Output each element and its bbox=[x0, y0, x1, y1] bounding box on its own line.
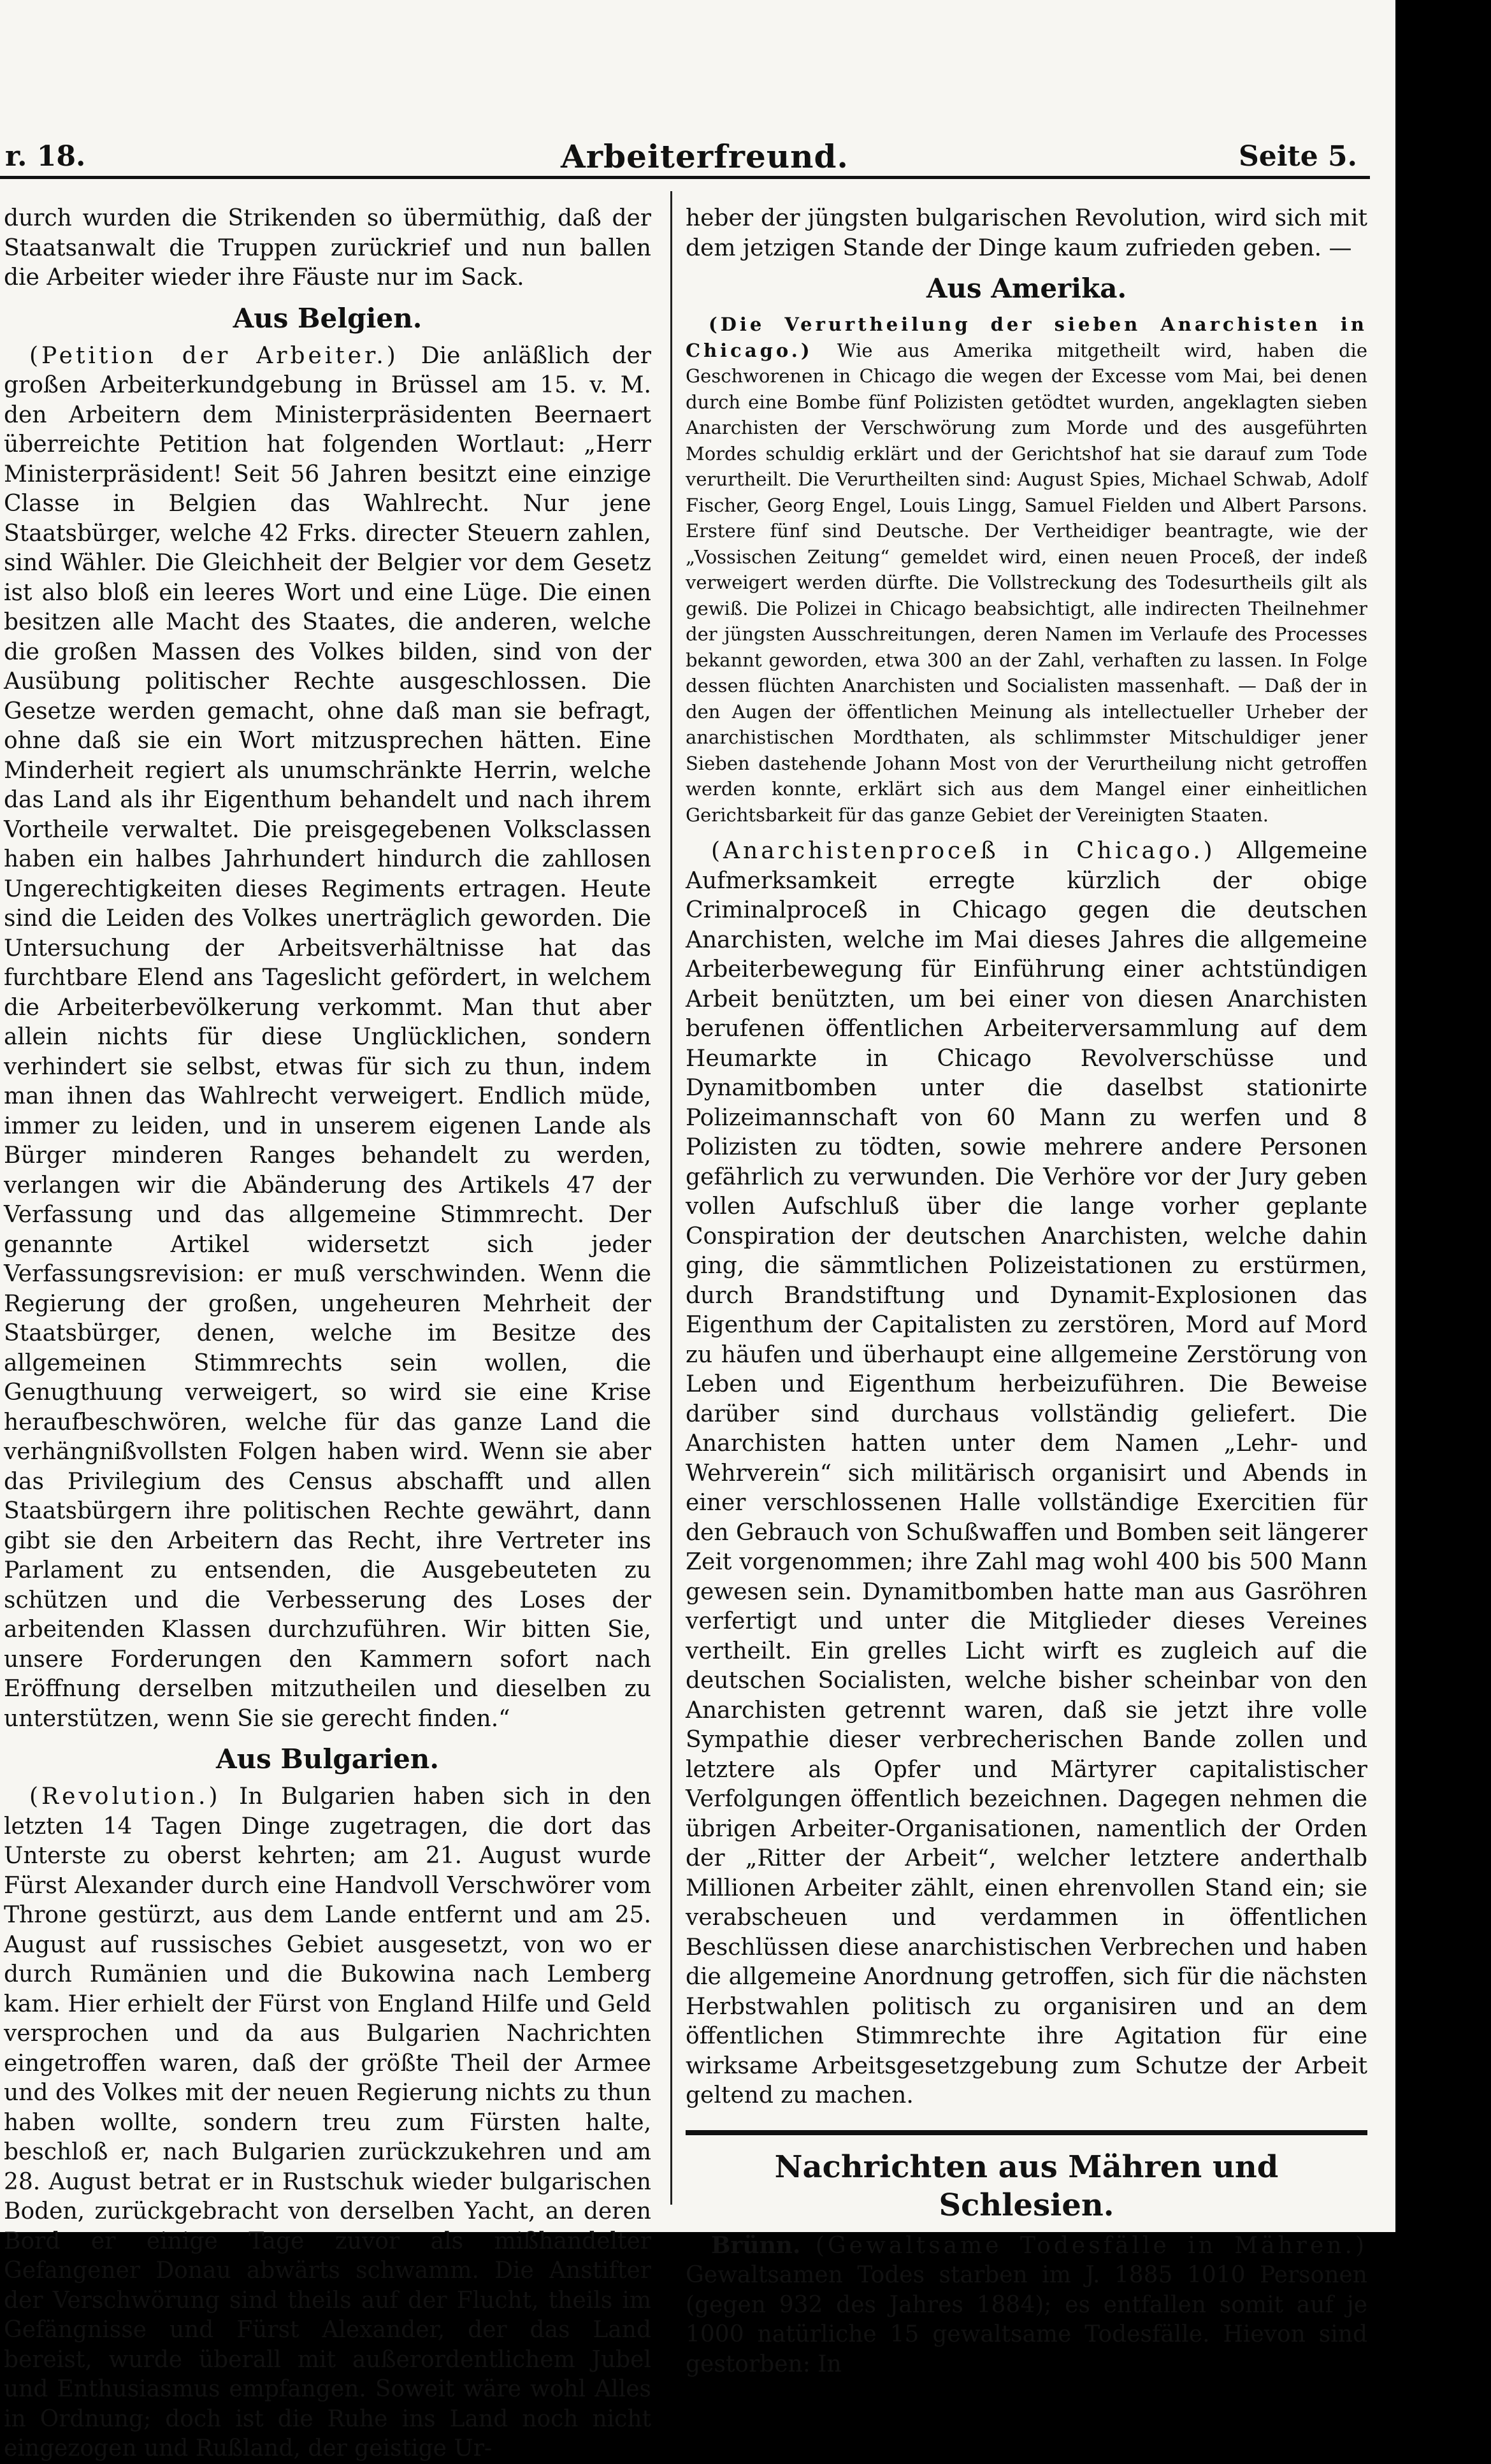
maehren-heading: Nachrichten aus Mähren und Schlesien. bbox=[774, 2149, 1279, 2223]
belgien-lead: (Petition der Arbeiter.) bbox=[29, 342, 399, 369]
belgien-heading: Aus Belgien. bbox=[233, 302, 422, 334]
page-number: Seite 5. bbox=[1238, 140, 1357, 173]
bulgarien-lead: (Revolution.) bbox=[29, 1783, 221, 1810]
belgien-text: Die anläßlich der großen Arbeiterkundgebung in Brüssel am 15. v. M. den Arbeitern dem Ministerpräsidenten Beernaert überreichte Petition hat folgenden Wortlaut: „Herr Ministerpräsident! Seit 56 Jahren besitzt eine einzige Classe in Belgien das Wahlrecht. Nur jene Staatsbürger, welche 42 Frks. directer Steuern zahlen, sind Wähler. Die Gleichheit der Belgier vor dem Gesetz ist also bloß ein leeres Wort und eine Lüge. Die einen besitzen alle Macht des Staates, die anderen, welche die großen Massen des Volkes bilden, sind von der Ausübung politischer Rechte ausgeschlossen. Die Gesetze werden gemacht, ohne daß man sie befragt, ohne daß sie ein Wort mitzusprechen hätten. Eine Minderheit regiert als unumschränkte Herrin, welche das Land als ihr Eigenthum behandelt und nach ihrem Vortheile verwaltet. Die preisgegebenen Volksclassen haben ein halbes Jahrhundert hindurch die zahllosen Ungerechtigkeiten dieses Regiments ertragen. Heute sind die Leiden des Volkes unerträglich geworden. Die Untersuchung der Arbeitsverhältnisse hat das furchtbare Elend ans Tageslicht gefördert, in welchem die Arbeiterbevölkerung verkommt. Man thut aber allein nichts für diese Unglücklichen, sondern verhindert sie selbst, etwas für sich zu thun, indem man ihnen das Wahlrecht verweigert. Endlich müde, immer zu leiden, und in unserem eigenen Lande als Bürger minderen Ranges behandelt zu werden, verlangen wir die Abänderung des Artikels 47 der Verfassung und das allgemeine Stimmrecht. Der genannte Artikel widersetzt sich jeder Verfassungsrevision: er muß verschwinden. Wenn die Regierung der großen, ungeheuren Mehrheit der Staatsbürger, denen, welche im Besitze des allgemeinen Stimmrechts sein wollen, die Genugthuung verweigert, so wird sie eine Krise heraufbeschwören, welche für das ganze Land die verhängnißvollsten Folgen haben wird. Wenn sie aber das Privilegium des Census abschafft und allen Staatsbürgern ihre politischen Rechte gewährt, dann gibt sie den Arbeitern das Recht, ihre Vertreter ins Parlament zu entsenden, die Ausgebeuteten zu schützen und die Verbesserung des Loses der arbeitenden Klassen durchzuführen. Wir bitten Sie, unsere Forderungen den Kammern sofort nach Eröffnung derselben mitzutheilen und dieselben zu unterstützen, wenn Sie sie gerecht finden.“ bbox=[4, 342, 651, 1732]
page-header bbox=[0, 134, 1370, 178]
section-rule bbox=[686, 2130, 1367, 2135]
bulgarien-heading: Aus Bulgarien. bbox=[216, 1743, 439, 1775]
belgien-article bbox=[4, 342, 651, 1734]
chicago-lead: (Anarchistenproceß in Chicago.) bbox=[711, 838, 1216, 864]
maehren-text: Gewaltsamen Todes starben im J. 1885 1010 Personen (gegen 932 des Jahres 1884); es entfallen somit auf je 1000 natürliche 15 gewaltsame Todesfälle. Hievon sind gestorben: In bbox=[686, 2262, 1367, 2377]
maehren-lead: (Gewaltsame Todesfälle in Mähren.) bbox=[815, 2232, 1367, 2259]
maehren-article bbox=[686, 2231, 1367, 2380]
amerika-article bbox=[686, 312, 1367, 828]
issue-number: r. 18. bbox=[5, 140, 86, 173]
newspaper-title: Arbeiterfreund. bbox=[561, 138, 849, 175]
right-column bbox=[686, 204, 1367, 2379]
continuation-paragraph: heber der jüngsten bulgarischen Revolution, wird sich mit dem jetzigen Stande der Dinge kaum zufrieden geben. — bbox=[686, 205, 1367, 261]
amerika-small-print bbox=[686, 312, 1367, 828]
amerika-lead: (Die Verurtheilung der sieben Anarchisten in Chicago.) bbox=[686, 313, 1367, 361]
maehren-place: Brünn. bbox=[711, 2231, 801, 2259]
header-rule bbox=[0, 176, 1370, 179]
chicago-article bbox=[686, 837, 1367, 2111]
chicago-text: Allgemeine Aufmerksamkeit erregte kürzlich der obige Criminalproceß in Chicago gegen die deutschen Anarchisten, welche im Mai dieses Jahres die allgemeine Arbeiterbewegung für Einführung einer achtstündigen Arbeit benützten, um bei einer von diesen Anarchisten berufenen öffentlichen Arbeiterversammlung auf dem Heumarkte in Chicago Revolverschüsse und Dynamitbomben unter die daselbst stationirte Polizeimannschaft von 60 Mann zu werfen und 8 Polizisten zu tödten, sowie mehrere andere Personen gefährlich zu verwunden. Die Verhöre vor der Jury geben vollen Aufschluß über die lange vorher geplante Conspiration der deutschen Anarchisten, welche dahin ging, die sämmtlichen Polizeistationen zu erstürmen, durch Brandstiftung und Dynamit-Explosionen das Eigenthum der Capitalisten zu zerstören, Mord auf Mord zu häufen und überhaupt eine allgemeine Zerstörung von Leben und Eigenthum herbeizuführen. Die Beweise darüber sind durchaus vollständig geliefert. Die Anarchisten hatten unter dem Namen „Lehr- und Wehrverein“ sich militärisch organisirt und Abends in einer verschlossenen Halle vollständige Exercitien für den Gebrauch von Schußwaffen und Bomben seit längerer Zeit vorgenommen; ihre Zahl mag wohl 400 bis 500 Mann gewesen sein. Dynamitbomben hatte man aus Gasröhren verfertigt und unter die Mitglieder dieses Vereines vertheilt. Ein grelles Licht wirft es zugleich auf die deutschen Socialisten, welche bisher scheinbar von den Anarchisten getrennt waren, daß sie jetzt ihre volle Sympathie dieser verbrecherischen Bande zollen und letztere als Opfer und Märtyrer capitalistischer Verfolgungen öffentlich bezeichnen. Dagegen nehmen die übrigen Arbeiter-Organisationen, namentlich der Orden der „Ritter der Arbeit“, welcher letztere anderthalb Millionen Arbeiter zählt, einen ehrenvollen Stand ein; sie verabscheuen und verdammen in öffentlichen Beschlüssen diese anarchistischen Verbrechen und haben die allgemeine Anordnung getroffen, sich für die nächsten Herbstwahlen politisch zu organisiren und an dem öffentlichen Stimmrechte ihre Agitation für eine wirksame Arbeitsgesetzgebung zum Schutze der Arbeit geltend zu machen. bbox=[686, 838, 1367, 2108]
column-divider bbox=[670, 191, 672, 2205]
intro-paragraph: durch wurden die Strikenden so übermüthig, daß der Staatsanwalt die Truppen zurückrief und nun ballen die Arbeiter wieder ihre Fäuste nur im Sack. bbox=[4, 205, 651, 291]
left-column bbox=[4, 204, 651, 2464]
amerika-heading: Aus Amerika. bbox=[926, 273, 1127, 304]
bulgarien-article bbox=[4, 1782, 651, 2464]
bulgarien-text: In Bulgarien haben sich in den letzten 14 Tagen Dinge zugetragen, die dort das Unterste zu oberst kehrten; am 21. August wurde Fürst Alexander durch eine Handvoll Verschwörer vom Throne gestürzt, aus dem Lande entfernt und am 25. August auf russisches Gebiet ausgesetzt, von wo er durch Rumänien und die Bukowina nach Lemberg kam. Hier erhielt der Fürst von England Hilfe und Geld versprochen und da aus Bulgarien Nachrichten eingetroffen waren, daß der größte Theil der Armee und des Volkes mit der neuen Regierung nichts zu thun haben wollte, sondern treu zum Fürsten halte, beschloß er, nach Bulgarien zurückzukehren und am 28. August betrat er in Rustschuk wieder bulgarischen Boden, zurückgebracht von derselben Yacht, an deren Bord er einige Tage zuvor als mißhandelter Gefangener Donau abwärts schwamm. Die Anstifter der Verschwörung sind theils auf der Flucht, theils im Gefängnisse und Fürst Alexander, der das Land bereist, wurde überall mit außerordentlichem Jubel und Enthusiasmus empfangen. Soweit wäre wohl Alles in Ordnung; doch ist die Ruhe ins Land noch nicht eingezogen und Rußland, der geistige Ur- bbox=[4, 1783, 651, 2461]
amerika-text: Wie aus Amerika mitgetheilt wird, haben die Geschworenen in Chicago die wegen der Excesse vom Mai, bei denen durch eine Bombe fünf Polizisten getödtet wurden, angeklagten sieben Anarchisten der Verschwörung zum Morde und des ausgeführten Mordes schuldig erklärt und der Gerichtshof hat sie darauf zum Tode verurtheilt. Die Verurtheilten sind: August Spies, Michael Schwab, Adolf Fischer, Georg Engel, Louis Lingg, Samuel Fielden und Albert Parsons. Erstere fünf sind Deutsche. Der Vertheidiger beantragte, wie der „Vossischen Zeitung“ gemeldet wird, einen neuen Proceß, der indeß verweigert werden dürfte. Die Vollstreckung des Todesurtheils gilt als gewiß. Die Polizei in Chicago beabsichtigt, alle indirecten Theilnehmer der jüngsten Ausschreitungen, deren Namen im Verlaufe des Processes bekannt geworden, etwa 300 an der Zahl, verhaften zu lassen. In Folge dessen flüchten Anarchisten und Socialisten massenhaft. — Daß der in den Augen der öffentlichen Meinung als intellectueller Urheber der anarchistischen Mordthaten, als schlimmster Mitschuldiger jener Sieben dastehende Johann Most von der Verurtheilung nicht getroffen werden konnte, erklärt sich aus dem Mangel einer einheitlichen Gerichtsbarkeit für das ganze Gebiet der Vereinigten Staaten. bbox=[686, 339, 1367, 826]
